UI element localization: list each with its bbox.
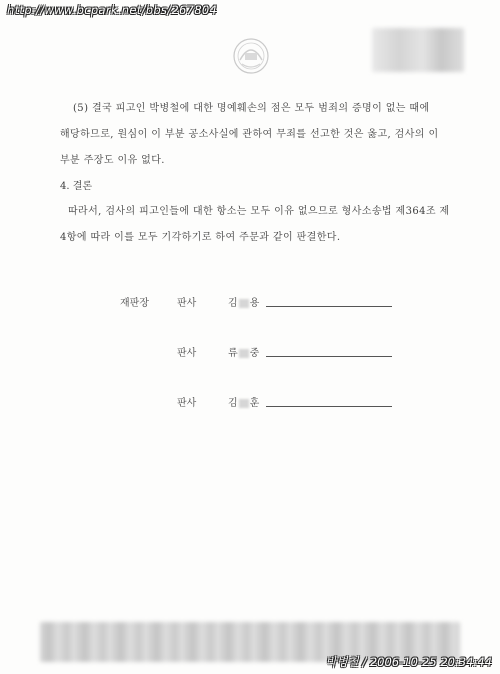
section4-line2: 4항에 따라 이를 모두 기각하기로 하여 주문과 같이 판결한다. — [60, 232, 341, 243]
judge-title: 판사 — [177, 348, 197, 359]
redacted-name — [239, 349, 249, 358]
name-first: 김 — [228, 298, 238, 309]
presiding-judge-label: 재판장 — [120, 298, 149, 309]
para5-line2: 해당하므로, 원심이 이 부분 공소사실에 관하여 무죄를 선고한 것은 옳고, 검사의 이 — [60, 129, 439, 140]
redacted-region-top — [372, 28, 464, 72]
author-date-watermark: 박병철 / 2006-10-25 20:34:44 — [325, 655, 492, 669]
judge-title: 판사 — [177, 398, 197, 409]
signature-row-1 — [0, 294, 500, 310]
redacted-name — [239, 399, 249, 408]
name-last: 중 — [249, 348, 260, 359]
signature-row-3 — [0, 394, 500, 410]
para5-line3: 부분 주장도 이유 없다. — [60, 155, 165, 166]
signature-line — [266, 406, 392, 407]
section4-heading: 4. 결론 — [60, 181, 93, 192]
judge-title: 판사 — [177, 298, 197, 309]
section4-line1: 따라서, 검사의 피고인들에 대한 항소는 모두 이유 없으므로 형사소송법 제364조 제 — [68, 206, 450, 217]
redacted-name — [239, 299, 249, 308]
judge-name — [228, 394, 259, 409]
name-last: 훈 — [249, 398, 260, 409]
name-first: 류 — [228, 348, 238, 359]
url-watermark: http://www.bcpark.net/bbs/267804 — [7, 3, 218, 17]
signature-row-2 — [0, 344, 500, 360]
judge-name — [228, 294, 259, 309]
name-first: 김 — [228, 398, 238, 409]
name-last: 용 — [249, 298, 260, 309]
signature-line — [266, 356, 392, 357]
court-seal-icon — [232, 36, 270, 76]
judge-name — [228, 344, 259, 359]
para5-line1: (5) 결국 피고인 박병철에 대한 명예훼손의 점은 모두 범죄의 증명이 없는 때에 — [73, 103, 430, 114]
signature-line — [266, 306, 392, 307]
